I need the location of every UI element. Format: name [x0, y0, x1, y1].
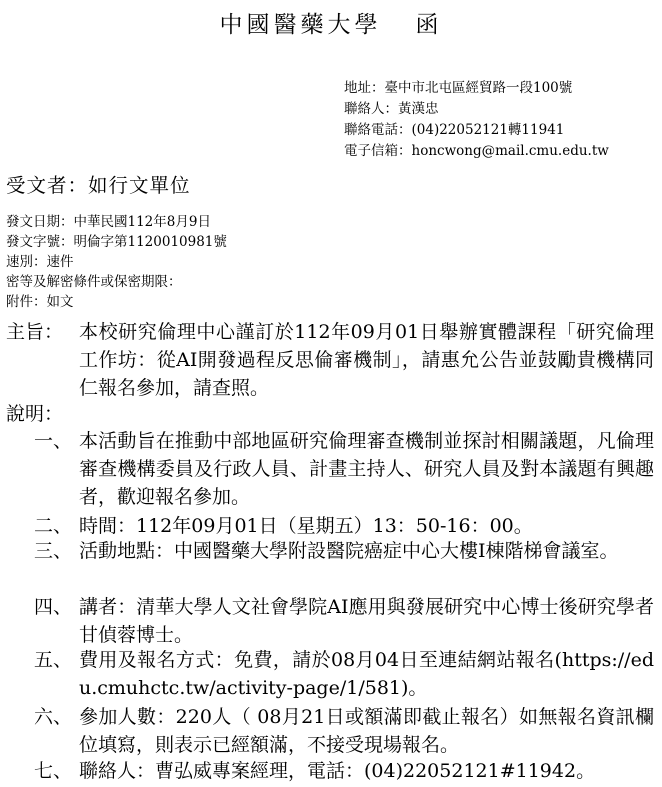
item-text: 講者：清華大學人文社會學院AI應用與發展研究中心博士後研究學者甘偵蓉博士。: [79, 596, 654, 646]
explanation-label: 說明：: [6, 403, 64, 425]
item-text: 本活動旨在推動中部地區研究倫理審查機制並探討相關議題，凡倫理審查機構委員及行政人員、計畫主持人、研究人員及對本議題有興趣者，歡迎報名參加。: [79, 430, 654, 508]
issue-date: 發文日期：中華民國112年8月9日: [6, 214, 211, 230]
sender-email: 電子信箱：honcwong@mail.cmu.edu.tw: [344, 143, 609, 159]
issue-number: 發文字號：明倫字第1120010981號: [6, 234, 227, 250]
doc-type: 函: [415, 12, 443, 38]
subject-text: 本校研究倫理中心謹訂於112年09月01日舉辦實體課程「研究倫理工作坊：從AI開發過程反思倫審機制」，請惠允公告並鼓勵貴機構同仁報名參加，請查照。: [79, 321, 654, 399]
item-number: 二、: [34, 515, 73, 537]
recipient: 受文者：如行文單位: [6, 174, 191, 197]
item-text: 參加人數：220人（ 08月21日或額滿即截止報名）如無報名資訊欄位填寫，則表示已經額滿，不接受現場報名。: [79, 706, 654, 756]
item-text: 時間：112年09月01日（星期五）13：50-16：00。: [79, 515, 533, 537]
org-name: 中國醫藥大學: [219, 12, 382, 38]
item-number: 六、: [34, 706, 73, 728]
item-number: 五、: [34, 649, 73, 671]
item-number: 三、: [34, 540, 73, 562]
secrecy-condition: 密等及解密條件或保密期限：: [6, 274, 182, 290]
item-number: 一、: [34, 430, 73, 452]
sender-address: 地址：臺中市北屯區經貿路一段100號: [344, 80, 573, 96]
item-text: 費用及報名方式：免費，請於08月04日至連結網站報名(https://edu.cmuhctc.tw/activity-page/1/581)。: [79, 649, 654, 699]
document-title: [0, 6, 662, 39]
item-text: 活動地點：中國醫藥大學附設醫院癌症中心大樓I棟階梯會議室。: [79, 540, 619, 562]
item-number: 四、: [34, 596, 73, 618]
item-number: 七、: [34, 760, 73, 782]
sender-contact: 聯絡人：黃漢忠: [344, 101, 439, 117]
attachment: 附件：如文: [6, 294, 74, 310]
speed-class: 速別：速件: [6, 254, 74, 270]
item-text: 聯絡人：曹弘威專案經理，電話：(04)22052121#11942。: [79, 760, 596, 782]
sender-phone: 聯絡電話：(04)22052121轉11941: [344, 122, 565, 138]
subject-label: 主旨：: [6, 321, 64, 343]
